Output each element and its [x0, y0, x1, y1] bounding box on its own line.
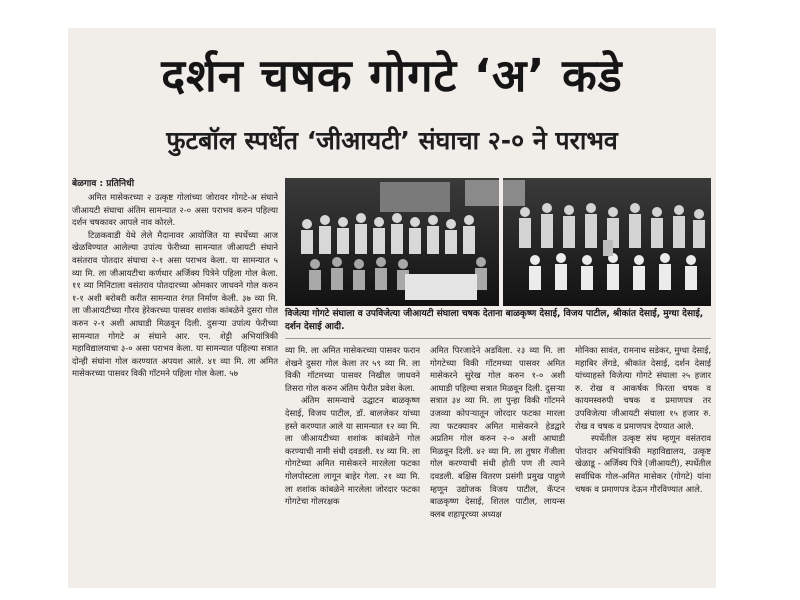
article-column-1	[72, 178, 278, 578]
article-column-3	[430, 344, 565, 580]
paragraph: व्या मि. ला अमित मासेकरच्या पासवर फरान शेखने दुसरा गोल केला तर ५९ व्या मि. ला विकी गॉटमच्या पासवर निखील जाधवने तिसरा गोल करुन अंतिम फेरीत प्रवेश केला.	[285, 345, 420, 393]
photo-caption: विजेत्या गोगटे संघाला व उपविजेत्या जीआयटी संघाला चषक देताना बाळकृष्ण देसाई, विजय पाटील, श्रीकांत देसाई, मुग्धा देसाई, दर्शन देसाई आदी.	[285, 309, 704, 332]
headline: दर्शन चषक गोगटे ‘अ’ कडे	[161, 49, 623, 102]
divider	[285, 338, 711, 339]
team-photo	[285, 178, 711, 306]
team-photo-image	[285, 178, 711, 306]
paragraph: टिळकवाडी येथे लेले मैदानावर आयोजित या स्पर्धेच्या आज खेळविण्यात आलेल्या उपांत्य फेरीच्या सामन्यात जीआयटी संघाने वसंतराव पोतदार संघाचा २-१ असा पराभव केला. या सामन्यात ५ व्या मि. ला जीआयटीचा कर्णधार अर्जिक्य पित्रेने पहिला गोल केला. ११ व्या मिनिटाला वसंतराव पोतदारच्या ओमकार जाधवने गोल करुन १-१ अशी बरोबरी करीत सामन्यात रंगत निर्माण केली. ३७ व्या मि. ला जीआयटीच्या गौरव हेरेकरच्या पासवर शशांक कांबळेने दुसरा गोल करुन २-१ अशी आघाडी मिळवून दिली. दुसऱ्या उपांत्य फेरीच्या सामन्यात गोगटे अ संघाने आर. एन. शेट्टी अभियांत्रिकी महाविद्यालयाचा ३-० असा पराभव केला. या सामन्यात पहिल्या सत्रात दोन्ही संघांना गोल करण्यात अपयश आले. ४१ व्या मि. ला अमित मासेकरच्या पासवर विकी गॉटमने पहिला गोल केला. ५७	[72, 229, 278, 379]
article-column-2	[285, 344, 420, 580]
newspaper-clipping	[68, 28, 716, 588]
paragraph: अमित पिरजादेने अडविला. २३ व्या मि. ला गोगटेच्या विकी गॉटमच्या पासवर अमित मासेकरने सुरेख गोल करुन १-० अशी आघाडी पहिल्या सत्रात मिळवून दिली. दुसऱ्या सत्रात ३४ व्या मि. ला पुन्हा विकी गॉटमने उजव्या कोपऱ्यातून जोरदार फटका मारला त्या फटक्यावर अमित मासेकरने हेडद्वारे अप्रतिम गोल करुन २-० अशी आघाडी मिळवून दिली. ४२ व्या मि. ला तुषार गेंजीला गोल करण्याची संधी होती पण ती त्याने दवडली. बक्षिस वितरण प्रसंगी प्रमुख पाहुणे म्हणून उद्योजक विजय पाटील, कॅप्टन बाळकृष्ण देसाई, शितल पाटील, लायन्स क्लब शहापूरच्या अध्यक्ष	[430, 345, 565, 519]
dateline: बेळगाव : प्रतिनिधी	[72, 179, 135, 189]
paragraph: मोनिका सावंत, रामनाथ सडेकर, मुग्धा देसाई, महाबिर लेंगडे, श्रीकांत देसाई, दर्शन देसाई यांच्याहस्ते विजेत्या गोगटे संघाला २५ हजार रु. रोख व आकर्षक फिरता चषक व कायमस्वरुपी चषक व प्रमाणपत्र तर उपविजेत्या जीआयटी संघाला १५ हजार रु. रोख व चषक व प्रमाणपत्र देण्यात आले.	[575, 345, 711, 431]
subheadline: फुटबॉल स्पर्धेत ‘जीआयटी’ संघाचा २-० ने पराभव	[166, 126, 618, 155]
paragraph: अंतिम सामन्याचे उद्घाटन बाळकृष्ण देसाई, विजय पाटील, डॉ. बालजेकर यांच्या हस्ते करण्यात आले या सामन्यात १२ व्या मि. ला जीआयटीच्या शशांक कांबळेने गोल करण्याची नामी संधी दवडली. १४ व्या मि. ला गोगटेच्या अमित मासेकरने मारलेला फटका गोलपोस्टला लागून बाहेर गेला. २१ व्या मि. ला शशांक कांबळेने मारलेला जोरदार फटका गोगटेचा गोलरक्षक	[285, 395, 420, 507]
paragraph: अमित मासेकरच्या २ उत्कृष्ट गोलांच्या जोरावर गोगटे-अ संघाने जीआयटी संघाचा अंतिम सामन्यात २-० असा पराभव करुन पहिल्या दर्शन चषकावर आपले नाव कोरले.	[72, 192, 278, 228]
article-column-4	[575, 344, 711, 580]
paragraph: स्पर्धेतील उत्कृष्ट संघ म्हणून वसंतराव पोतदार अभियांत्रिकी महाविद्यालय, उत्कृष्ट खेळाडू - अर्जिक्य पित्रे (जीआयटी), स्पर्धेतील सर्वाधिक गोल-अमित मासेकर (गोगटे) यांना चषक व प्रमाणपत्र देऊन गौरविण्यात आले.	[575, 433, 711, 494]
